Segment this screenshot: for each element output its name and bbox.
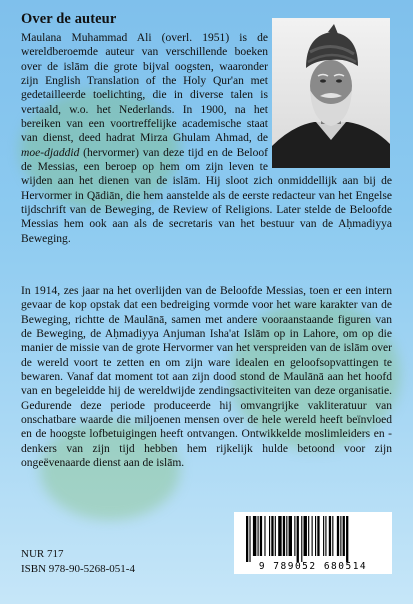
barcode-bar <box>304 516 307 556</box>
paragraph-history: In 1914, zes jaar na het overlijden van de Beloofde Messias, toen er een intern gevaar de kop opstak dat een bedreiging vormde voor het ware karakter van de Beweging, richtte de Maulānā, samen met andere vooraanstaande figuren van de Beweging, de Aḥmadiyya Anjuman Isha'at Islām op in Lahore, om op die manier de missie van de grote Hervormer van het verspreiden van de islām over de wereld voort te zetten en om zijn ware idealen en geloofsopvattingen te bewaren. Vanaf dat moment tot aan zijn dood stond de Maulānā aan het hoofd van en begeleidde hij de wereldwijde zendingsactiviteiten van deze organisatie. Gedurende deze periode produceerde hij omvangrijke vakliteratuur van onschatbare waarde die miljoenen mensen over de hele wereld heeft beïnvloed en de hoogste lofbetuigingen heeft ontvangen. Ontwikkelde moslimleiders en -denkers van zijn tijd hebben hem rijkelijk hulde betoond voor zijn ongeëvenaarde dienst aan de islām. <box>21 285 392 470</box>
paragraph-1-end: (hervormer) van deze tijd en de Beloof de Messias, een beroep op hem om zijn leven te wijden aan het dienen van de islām. Hij sloot zich onmiddellijk aan bij de Hervormer in Qādiān, die hem aanstelde als de eerste redacteur van het Engelse tijdschrift van de Beweging, de Review of Religions. Later stelde de Beloofde Messias hem ook aan als de secretaris van het bestuur van de Aḥmadiyya Beweging. <box>21 146 392 245</box>
barcode-bars <box>234 512 392 562</box>
barcode-bar <box>249 516 250 562</box>
barcode-bar <box>346 516 348 562</box>
paragraph-1-start: Maulana Muhammad Ali (overl. 1951) is de wereldberoemde auteur van verschillende boeken over de islām die grote bijval oogsten, waaronder zijn English Translation of the Holy Qur'an met gedetailleerde toelichting, die in diverse talen is vertaald, w.o. het Nederlands. In 1900, na het bereiken van een voortreffelijke academische staat van dienst, deed hadrat Mirza Ghulam Ahmad, de <box>21 32 268 145</box>
barcode-bar <box>278 516 281 556</box>
barcode-bar <box>264 516 265 556</box>
barcode-bar <box>323 516 324 556</box>
barcode-bar <box>301 516 302 562</box>
barcode-bar <box>329 516 331 556</box>
barcode-bar <box>271 516 273 556</box>
barcode-bar <box>253 516 256 556</box>
barcode-bar <box>275 516 276 556</box>
paragraph-1-emphasis: moe-djaddid <box>21 146 80 159</box>
barcode-bar <box>312 516 313 556</box>
isbn-code: ISBN 978-90-5268-051-4 <box>21 563 135 575</box>
barcode-bar <box>269 516 270 556</box>
barcode-bar <box>286 516 287 556</box>
barcode <box>234 512 392 574</box>
barcode-bar <box>332 516 333 556</box>
barcode-bar <box>343 516 345 556</box>
barcode-bar <box>294 516 295 556</box>
nur-code: NUR 717 <box>21 548 64 560</box>
paragraph-author-bio <box>21 31 392 246</box>
barcode-bar <box>283 516 285 556</box>
barcode-bar <box>246 516 248 562</box>
section-heading: Over de auteur <box>21 11 117 27</box>
barcode-bar <box>325 516 326 556</box>
barcode-bar <box>289 516 292 556</box>
barcode-bar <box>340 516 341 556</box>
barcode-bar <box>315 516 316 556</box>
barcode-bar <box>258 516 259 556</box>
barcode-bar <box>308 516 309 556</box>
barcode-bar <box>337 516 339 556</box>
barcode-bar <box>297 516 299 562</box>
barcode-bar <box>317 516 319 556</box>
barcode-bar <box>260 516 262 556</box>
barcode-number: 9 789052 680514 <box>258 561 368 572</box>
